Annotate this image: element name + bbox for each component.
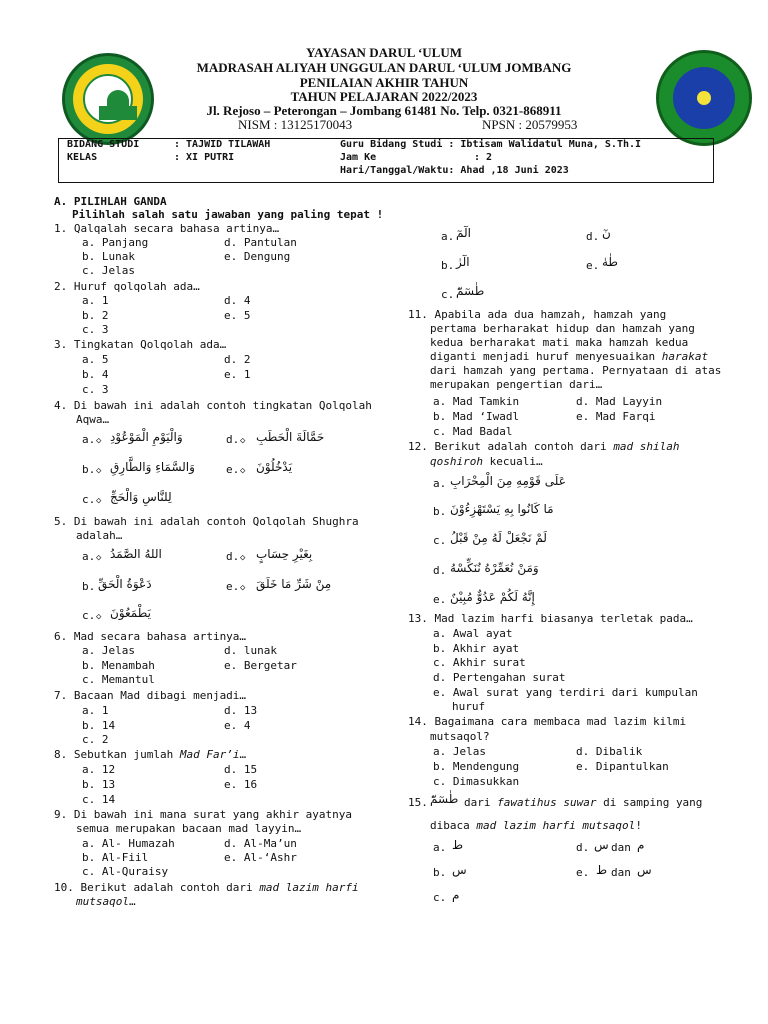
q15-option-d-dan: dan [611,841,631,854]
q12-option-d-arabic: وَمَنْ نُعَمِّرْهُ نُنَكِّسْهُ [450,561,539,575]
question-9-line1: 9. Di bawah ini mana surat yang akhir ayatnya [54,808,353,821]
q5-option-c-arabic: يَطْمَعُوْنَ [110,606,151,620]
question-11-line1: 11. Apabila ada dua hamzah, hamzah yang [408,308,667,321]
exam-date: Hari/Tanggal/Waktu: Ahad ,18 Juni 2023 [340,165,569,176]
q5-option-b-arabic: دَعْوَةُ الْحَقِّ [98,577,152,591]
question-10-line1: 10. Berikut adalah contoh dari mad lazim harfi [54,881,359,894]
q3-option-d: d. 2 [224,353,251,366]
question-12-line1: 12. Berikut adalah contoh dari mad shilah [408,440,680,453]
q11-option-a: a. Mad Tamkin [433,395,520,408]
q7-option-d: d. 13 [224,704,258,717]
q6-option-a: a. Jelas [82,644,135,657]
q7-option-b: b. 14 [82,719,116,732]
q8-option-c: c. 14 [82,793,116,806]
question-14-line2: mutsaqol? [430,730,490,743]
school-name: MADRASAH ALIYAH UNGGULAN DARUL ‘ULUM JOMBANG [196,60,572,75]
q1-option-c: c. Jelas [82,264,135,277]
q15-option-e-dan: dan [611,866,631,879]
q4-option-c-arabic: لِلنَّاسِ وَالْحَجِّ [110,490,172,504]
q12-option-b-label: b. [433,505,447,518]
q4-option-c-label: c. [82,493,96,506]
q4-option-a-label: a. [82,433,96,446]
diamond-icon: ◇ [96,553,102,563]
q4-option-e-arabic: يَدْخُلُوْنَ [256,460,293,474]
q1-option-a: a. Panjang [82,236,149,249]
q4-option-d-arabic: حَمَّالَةَ الْحَطَبِ [256,430,325,444]
q5-option-a-label: a. [82,550,96,563]
q4-option-d-label: d. [226,433,240,446]
foundation-name: YAYASAN DARUL ‘ULUM [305,45,463,60]
q15-option-a-label: a. [433,841,447,854]
q9-option-d: d. Al-Ma’un [224,837,297,850]
diamond-icon: ◇ [96,612,102,622]
q4-option-a-arabic: وَالْيَوْمِ الْمَوْعُوْدِ [110,430,183,444]
q12-option-b-arabic: مَا كَانُوا بِهِ يَسْتَهْزِءُوْنَ [450,502,554,516]
q5-option-b-label: b. [82,580,96,593]
q5-option-c-label: c. [82,609,96,622]
q10-option-b-label: b. [441,259,455,272]
q10-option-b-arabic: الٓرٰ [456,255,470,269]
question-11-line4: diganti menjadi huruf menyesuaikan harakat [430,350,709,363]
q12-option-d-label: d. [433,564,447,577]
q15-option-d-arabic-1: س [594,838,609,852]
q14-option-d: d. Dibalik [576,745,643,758]
school-year: TAHUN PELAJARAN 2022/2023 [290,89,478,104]
question-8: 8. Sebutkan jumlah Mad Far’i… [54,748,247,761]
q5-option-a-arabic: اللهُ الصَّمَدُ [110,547,162,561]
q5-option-d-arabic: بِغَيْرِ حِسَابٍ [256,547,313,561]
q12-option-a-arabic: عَلَى قَوْمِهِ مِنَ الْمِحْرَابِ [450,474,566,488]
q8-option-a: a. 12 [82,763,116,776]
question-4-line2: Aqwa… [76,413,110,426]
q8-option-e: e. 16 [224,778,258,791]
q2-option-e: e. 5 [224,309,251,322]
question-3: 3. Tingkatan Qolqolah ada… [54,338,227,351]
q6-option-c: c. Memantul [82,673,155,686]
section-title: A. PILIHLAH GANDA [54,195,167,208]
q7-option-e: e. 4 [224,719,251,732]
section-instruction: Pilihlah salah satu jawaban yang paling tepat ! [72,208,384,221]
q3-option-a: a. 5 [82,353,109,366]
diamond-icon: ◇ [96,466,102,476]
question-11-line5: dari hamzah yang pertama. Pernyataan di atas [430,364,722,377]
q9-option-c: c. Al-Quraisy [82,865,169,878]
npsn: NPSN : 20579953 [482,117,578,132]
q4-option-e-label: e. [226,463,240,476]
q5-option-e-label: e. [226,580,240,593]
q15-option-c-label: c. [433,891,447,904]
q10-option-c-arabic: طٰسٓمّٓ [456,284,485,298]
q1-option-e: e. Dengung [224,250,291,263]
question-11-line2: pertama berharakat hidup dan hamzah yang [430,322,695,335]
q14-option-e: e. Dipantulkan [576,760,669,773]
q15-option-d-arabic-2: م [637,838,645,852]
q10-option-d-label: d. [586,230,600,243]
q15-option-a-arabic: ط [452,838,464,852]
q12-option-e-label: e. [433,593,447,606]
q15-option-b-arabic: س [452,863,467,877]
diamond-icon: ◇ [240,553,246,563]
class-label: KELAS [67,152,98,163]
q5-option-d-label: d. [226,550,240,563]
q14-option-c: c. Dimasukkan [433,775,520,788]
question-2: 2. Huruf qolqolah ada… [54,280,200,293]
q1-option-d: d. Pantulan [224,236,297,249]
period-value: : 2 [474,152,493,163]
q13-option-e-line1: e. Awal surat yang terdiri dari kumpulan [433,686,698,699]
question-15-arabic: طٰسٓمّٓ [430,792,459,806]
exam-title: PENILAIAN AKHIR TAHUN [299,75,469,90]
q4-option-b-label: b. [82,463,96,476]
diamond-icon: ◇ [240,466,246,476]
q6-option-e: e. Bergetar [224,659,297,672]
q11-option-c: c. Mad Badal [433,425,513,438]
q12-option-e-arabic: إِنَّهُ لَكُمْ عَدُوٌّ مُبِيْنٌ [450,590,535,604]
question-13: 13. Mad lazim harfi biasanya terletak pada… [408,612,693,625]
question-11-line6: merupakan pengertian dari… [430,378,603,391]
diamond-icon: ◇ [240,583,246,593]
question-10-line2: mutsaqol… [76,895,136,908]
q9-option-b: b. Al-Fiil [82,851,149,864]
question-6: 6. Mad secara bahasa artinya… [54,630,247,643]
question-15-line1: dari fawatihus suwar di samping yang [464,796,703,809]
question-14-line1: 14. Bagaimana cara membaca mad lazim kilmi [408,715,687,728]
period-label: Jam Ke [340,152,377,163]
q10-option-d-arabic: نٓ [602,226,611,240]
diamond-icon: ◇ [96,436,102,446]
q7-option-a: a. 1 [82,704,109,717]
diamond-icon: ◇ [240,436,246,446]
q13-option-d: d. Pertengahan surat [433,671,566,684]
q6-option-b: b. Menambah [82,659,155,672]
q11-option-b: b. Mad ‘Iwadl [433,410,520,423]
q2-option-b: b. 2 [82,309,109,322]
question-7: 7. Bacaan Mad dibagi menjadi… [54,689,247,702]
question-15-line2: dibaca mad lazim harfi mutsaqol! [430,819,642,832]
question-15-number: 15. [408,796,428,809]
q12-option-c-label: c. [433,534,447,547]
diamond-icon: ◇ [96,496,102,506]
q3-option-c: c. 3 [82,383,109,396]
q14-option-b: b. Mendengung [433,760,520,773]
q13-option-e-line2: huruf [452,700,486,713]
q15-option-e-arabic-2: س [637,863,652,877]
q2-option-a: a. 1 [82,294,109,307]
q15-option-d-label: d. [576,841,590,854]
question-1: 1. Qalqalah secara bahasa artinya… [54,222,280,235]
class-value: : XI PUTRI [174,152,235,163]
q15-option-c-arabic: م [452,888,460,902]
q7-option-c: c. 2 [82,733,109,746]
q10-option-a-label: a. [441,230,455,243]
subject-value: : TAJWID TILAWAH [174,139,271,150]
q13-option-c: c. Akhir surat [433,656,526,669]
q12-option-a-label: a. [433,477,447,490]
q14-option-a: a. Jelas [433,745,486,758]
q8-option-d: d. 15 [224,763,258,776]
question-5-line2: adalah… [76,529,123,542]
q10-option-e-label: e. [586,259,600,272]
q8-option-b: b. 13 [82,778,116,791]
q2-option-c: c. 3 [82,323,109,336]
q13-option-b: b. Akhir ayat [433,642,520,655]
q11-option-d: d. Mad Layyin [576,395,663,408]
q5-option-e-arabic: مِنْ شَرِّ مَا خَلَقَ [256,577,332,591]
q15-option-e-label: e. [576,866,590,879]
question-5-line1: 5. Di bawah ini adalah contoh Qolqolah Shughra [54,515,359,528]
q3-option-e: e. 1 [224,368,251,381]
q11-option-e: e. Mad Farqi [576,410,656,423]
q3-option-b: b. 4 [82,368,109,381]
q10-option-c-label: c. [441,288,455,301]
teacher: Guru Bidang Studi : Ibtisam Walidatul Muna, S.Th.I [340,139,642,150]
question-9-line2: semua merupakan bacaan mad layyin… [76,822,302,835]
q6-option-d: d. lunak [224,644,277,657]
q15-option-b-label: b. [433,866,447,879]
q4-option-b-arabic: وَالسَّمَاءِ وَالطَّارِقِ [110,460,195,474]
q10-option-a-arabic: الٓمٓ [456,226,471,240]
question-4-line1: 4. Di bawah ini adalah contoh tingkatan Qolqolah [54,399,372,412]
q2-option-d: d. 4 [224,294,251,307]
question-12-line2: qoshiroh kecuali… [430,455,543,468]
nism: NISM : 13125170043 [238,117,353,132]
question-11-line3: kedua berharakat mati maka hamzah kedua [430,336,689,349]
q13-option-a: a. Awal ayat [433,627,513,640]
q15-option-e-arabic-1: ط [596,863,608,877]
q12-option-c-arabic: لَمْ نَجْعَلْ لَهُ مِنْ قَبْلُ [450,531,547,545]
q10-option-e-arabic: طٰهٰ [602,255,618,269]
q9-option-e: e. Al-‘Ashr [224,851,297,864]
q1-option-b: b. Lunak [82,250,135,263]
subject-label: BIDANG STUDI [67,139,140,150]
q9-option-a: a. Al- Humazah [82,837,175,850]
school-address: Jl. Rejoso – Peterongan – Jombang 61481 No. Telp. 0321-868911 [206,103,562,118]
